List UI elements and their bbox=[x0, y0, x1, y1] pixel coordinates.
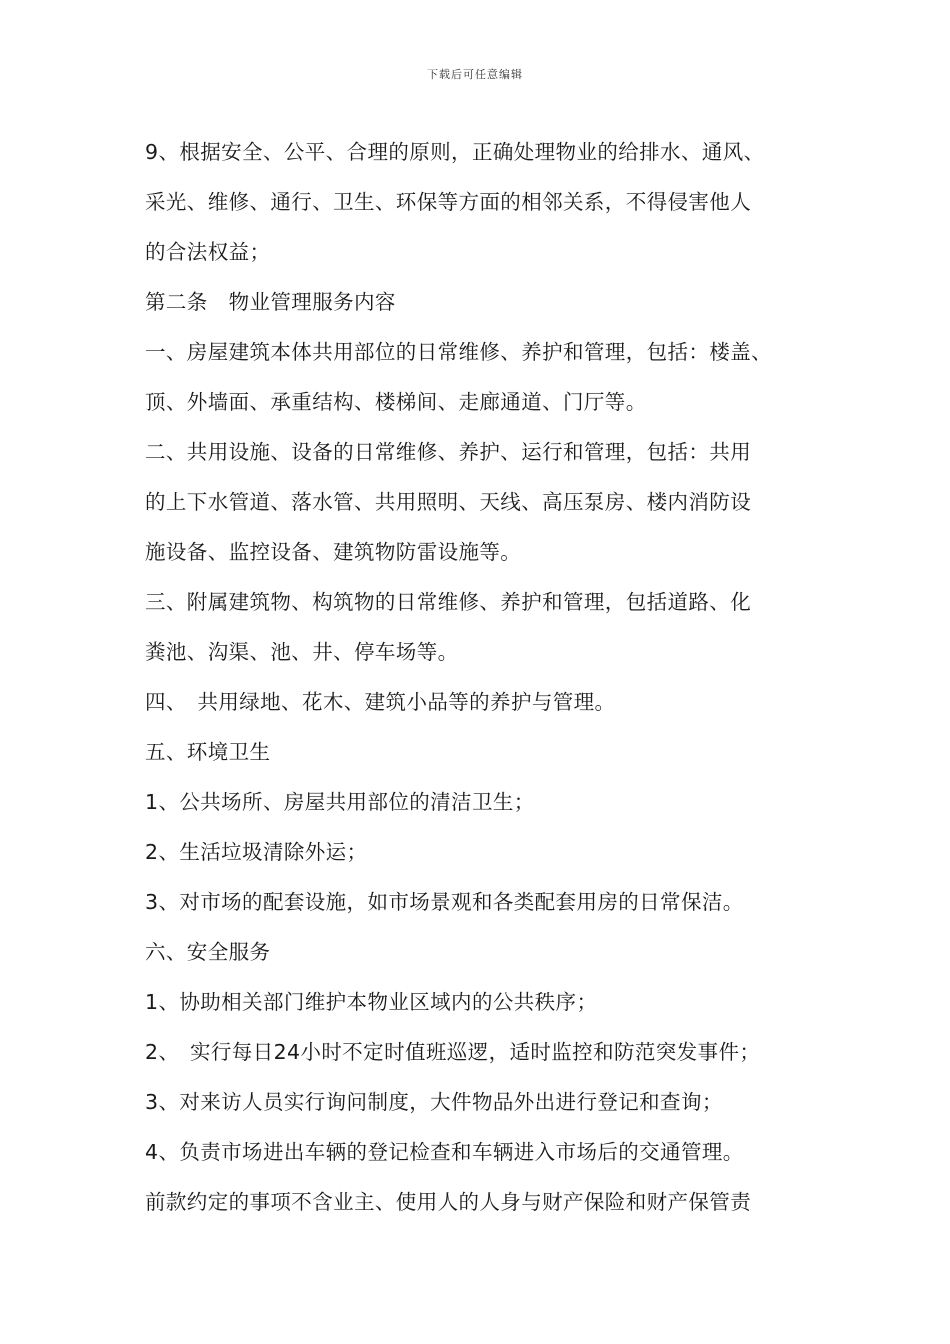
text-line: 顶、外墙面、承重结构、楼梯间、走廊通道、门厅等。 bbox=[145, 390, 647, 414]
list-item: 3、对市场的配套设施，如市场景观和各类配套用房的日常保洁。 bbox=[145, 890, 744, 914]
section-heading: 第二条 物业管理服务内容 bbox=[145, 290, 396, 314]
text-line: 四、 共用绿地、花木、建筑小品等的养护与管理。 bbox=[145, 690, 616, 714]
list-item: 3、对来访人员实行询问制度，大件物品外出进行登记和查询； bbox=[145, 1090, 723, 1114]
text-line: 一、房屋建筑本体共用部位的日常维修、养护和管理，包括：楼盖、 bbox=[145, 340, 772, 364]
text-line: 粪池、沟渠、池、井、停车场等。 bbox=[145, 640, 459, 664]
list-item: 2、 实行每日24小时不定时值班巡逻，适时监控和防范突发事件； bbox=[145, 1040, 761, 1064]
text-line: 施设备、监控设备、建筑物防雷设施等。 bbox=[145, 540, 522, 564]
text-line: 采光、维修、通行、卫生、环保等方面的相邻关系，不得侵害他人 bbox=[145, 190, 752, 214]
subsection-heading: 五、环境卫生 bbox=[145, 740, 271, 764]
list-item: 2、生活垃圾清除外运； bbox=[145, 840, 368, 864]
list-item: 4、负责市场进出车辆的登记检查和车辆进入市场后的交通管理。 bbox=[145, 1140, 744, 1164]
text-line: 的上下水管道、落水管、共用照明、天线、高压泵房、楼内消防设 bbox=[145, 490, 752, 514]
list-item: 1、公共场所、房屋共用部位的清洁卫生； bbox=[145, 790, 535, 814]
subsection-heading: 六、安全服务 bbox=[145, 940, 271, 964]
text-line: 前款约定的事项不含业主、使用人的人身与财产保险和财产保管责 bbox=[145, 1190, 752, 1214]
text-line: 二、共用设施、设备的日常维修、养护、运行和管理，包括：共用 bbox=[145, 440, 752, 464]
page-header-note: 下载后可任意编辑 bbox=[427, 68, 523, 81]
text-line: 9、根据安全、公平、合理的原则，正确处理物业的给排水、通风、 bbox=[145, 140, 765, 164]
text-line: 三、附属建筑物、构筑物的日常维修、养护和管理，包括道路、化 bbox=[145, 590, 752, 614]
list-item: 1、协助相关部门维护本物业区域内的公共秩序； bbox=[145, 990, 598, 1014]
document-body bbox=[145, 127, 835, 1227]
text-line: 的合法权益； bbox=[145, 240, 271, 264]
